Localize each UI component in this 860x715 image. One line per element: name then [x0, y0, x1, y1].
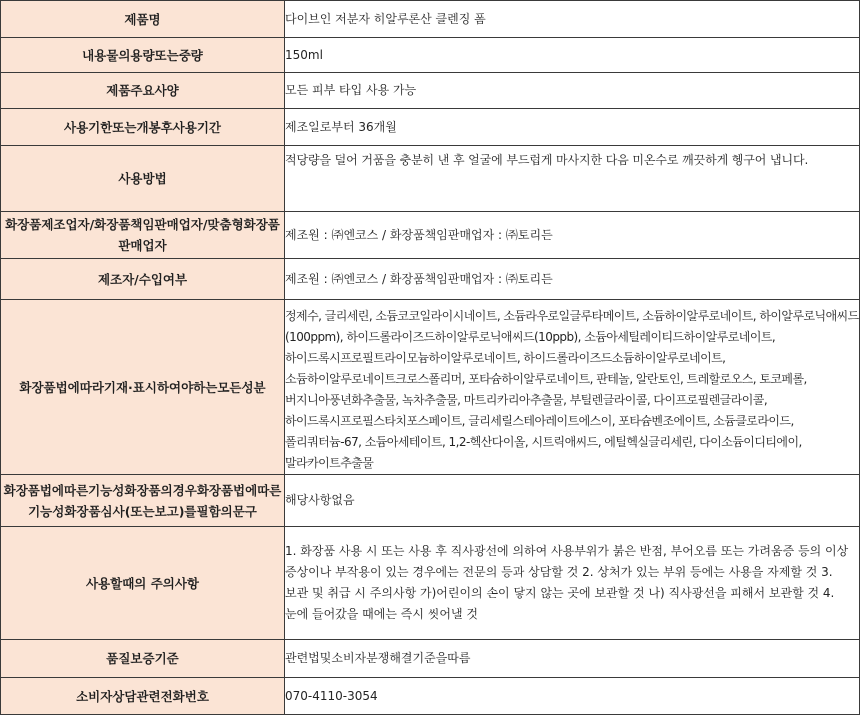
table-row [1, 1, 860, 38]
table-row [1, 212, 860, 259]
row-value-usage: 적당량을 덜어 거품을 충분히 낸 후 얼굴에 부드럽게 마사지한 다음 미온수로 깨끗하게 헹구어 냅니다. [285, 146, 860, 212]
row-label-main-spec: 제품주요사양 [1, 73, 285, 109]
table-row [1, 475, 860, 527]
row-value-manufacturer: 제조원 : ㈜엔코스 / 화장품책임판매업자 : ㈜토리든 [285, 212, 860, 259]
row-value-main-spec: 모든 피부 타입 사용 가능 [285, 73, 860, 109]
table-row [1, 146, 860, 212]
table-row [1, 73, 860, 109]
row-value-maker-import: 제조원 : ㈜엔코스 / 화장품책임판매업자 : ㈜토리든 [285, 259, 860, 300]
row-label-cautions: 사용할때의 주의사항 [1, 527, 285, 640]
row-value-cautions: 1. 화장품 사용 시 또는 사용 후 직사광선에 의하여 사용부위가 붉은 반점, 부어오름 또는 가려움증 등의 이상 증상이나 부작용이 있는 경우에는 전문의 등과 상담할 것 2. 상처가 있는 부위 등에는 사용을 자제할 것 3. 보관 및 취급 시 주의사항 가)어린이의 손이 닿지 않는 곳에 보관할 것 나) 직사광선을 피해서 보관할 것 4. 눈에 들어갔을 때에는 즉시 씻어낼 것 [285, 527, 860, 640]
table-row [1, 259, 860, 300]
row-value-quality-standard: 관련법및소비자분쟁해결기준을따름 [285, 640, 860, 678]
table-row [1, 678, 860, 715]
row-value-ingredients: 정제수, 글리세린, 소듐코코일라이시네이트, 소듐라우로일글루타메이트, 소듐하이알루로네이트, 하이알루로닉애씨드(100ppm), 하이드롤라이즈드하이알루로닉애씨드(10ppb), 소듐아세틸레이티드하이알루로네이트, 하이드록시프로필트라이모늄하이알루로네이트, 하이드롤라이즈드소듐하이알루로네이트, 소듐하이알루로네이트크로스폴리머, 포타슘하이알루로네이트, 판테놀, 알란토인, 트레할로오스, 토코페롤, 버지니아풍년화추출물, 녹차추출물, 마트리카리아추출물, 부틸렌글라이콜, 다이프로필렌글라이콜, 하이드록시프로필스타치포스페이트, 글리세릴스테아레이트에스이, 포타슘벤조에이트, 소듐클로라이드, 폴리쿼터늄-67, 소듐아세테이트, 1,2-헥산다이올, 시트릭애씨드, 에틸헥실글리세린, 다이소듐이디티에이, 말라카이트추출물 [285, 300, 860, 475]
table-row [1, 109, 860, 146]
table-row [1, 527, 860, 640]
row-value-functional-cosmetic: 해당사항없음 [285, 475, 860, 527]
row-label-expiry: 사용기한또는개봉후사용기간 [1, 109, 285, 146]
table-row [1, 300, 860, 475]
row-label-functional-cosmetic: 화장품법에따른기능성화장품의경우화장품법에따른기능성화장품심사(또는보고)를필함의문구 [1, 475, 285, 527]
row-label-volume: 내용물의용량또는중량 [1, 38, 285, 73]
row-value-expiry: 제조일로부터 36개월 [285, 109, 860, 146]
row-label-product-name: 제품명 [1, 1, 285, 38]
row-value-product-name: 다이브인 저분자 히알루론산 클렌징 폼 [285, 1, 860, 38]
row-label-customer-phone: 소비자상담관련전화번호 [1, 678, 285, 715]
row-label-quality-standard: 품질보증기준 [1, 640, 285, 678]
table-row [1, 38, 860, 73]
row-label-usage: 사용방법 [1, 146, 285, 212]
row-value-volume: 150ml [285, 38, 860, 73]
table-row [1, 640, 860, 678]
row-label-maker-import: 제조자/수입여부 [1, 259, 285, 300]
row-label-manufacturer: 화장품제조업자/화장품책임판매업자/맞춤형화장품판매업자 [1, 212, 285, 259]
row-value-customer-phone: 070-4110-3054 [285, 678, 860, 715]
row-label-ingredients: 화장품법에따라기재·표시하여야하는모든성분 [1, 300, 285, 475]
